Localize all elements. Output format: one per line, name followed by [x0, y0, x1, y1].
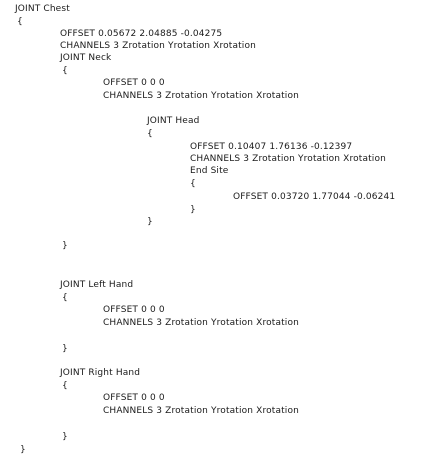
neck-close-brace: } — [62, 241, 68, 251]
head-close-brace: } — [147, 217, 153, 227]
right-hand-channels-line: CHANNELS 3 Zrotation Yrotation Xrotation — [103, 406, 299, 416]
left-hand-offset-line: OFFSET 0 0 0 — [103, 305, 165, 315]
left-hand-close-brace: } — [62, 344, 68, 354]
chest-open-brace: { — [17, 17, 23, 27]
head-open-brace: { — [147, 129, 153, 139]
head-offset-line: OFFSET 0.10407 1.76136 -0.12397 — [190, 142, 353, 152]
joint-left-hand-header: JOINT Left Hand — [60, 280, 134, 290]
neck-open-brace: { — [62, 66, 68, 76]
chest-close-brace: } — [20, 445, 26, 455]
end-site-open-brace: { — [190, 179, 196, 189]
joint-head-header: JOINT Head — [147, 116, 200, 126]
right-hand-close-brace: } — [62, 432, 68, 442]
chest-channels-line: CHANNELS 3 Zrotation Yrotation Xrotation — [60, 41, 256, 51]
neck-channels-line: CHANNELS 3 Zrotation Yrotation Xrotation — [103, 91, 299, 101]
left-hand-channels-line: CHANNELS 3 Zrotation Yrotation Xrotation — [103, 318, 299, 328]
end-site-header: End Site — [190, 166, 229, 176]
chest-offset-line: OFFSET 0.05672 2.04885 -0.04275 — [60, 29, 223, 39]
head-channels-line: CHANNELS 3 Zrotation Yrotation Xrotation — [190, 154, 386, 164]
left-hand-open-brace: { — [62, 293, 68, 303]
right-hand-open-brace: { — [62, 381, 68, 391]
joint-neck-header: JOINT Neck — [60, 53, 112, 63]
joint-chest-header: JOINT Chest — [15, 4, 70, 14]
end-site-close-brace: } — [190, 205, 196, 215]
neck-offset-line: OFFSET 0 0 0 — [103, 78, 165, 88]
end-site-offset-line: OFFSET 0.03720 1.77044 -0.06241 — [233, 192, 396, 202]
joint-right-hand-header: JOINT Right Hand — [60, 368, 141, 378]
right-hand-offset-line: OFFSET 0 0 0 — [103, 393, 165, 403]
